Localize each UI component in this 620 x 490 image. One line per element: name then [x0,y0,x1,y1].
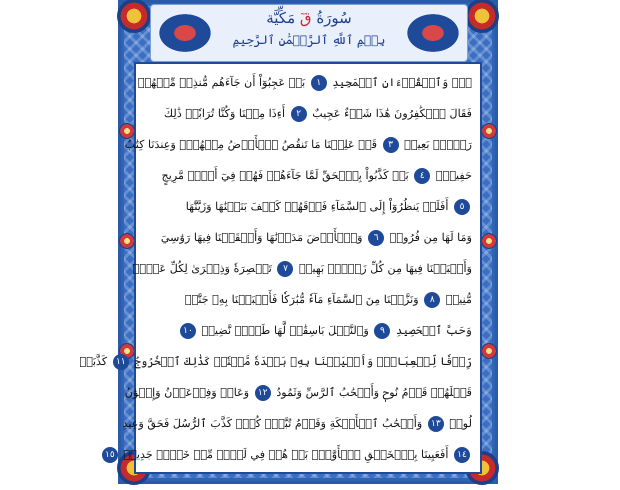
verse-line [144,194,472,220]
ayah-number-marker: ١٣ [428,416,444,432]
verse-line [144,318,472,344]
flower-ornament-icon [119,233,135,249]
verse-text: تَبۡصِرَةٗ وَذِكۡرَىٰ لِكُلِّ عَبۡدٖ [132,262,276,275]
verse-text: قَدۡ عَلِمۡنَا مَا تَنقُصُ ٱلۡأَرۡضُ مِنۡهُمۡۖ وَعِندَنَا كِتَٰبٌ [124,138,381,151]
verse-text: وَنَزَّلۡنَا مِنَ ٱلسَّمَآءِ مَآءٗ مُّبَٰرَكٗا فَأَنۢبَتۡنَا بِهِۦ جَنَّٰتٖ [184,293,423,306]
ayah-number-marker: ١ [311,75,327,91]
verse-text: قٓۚ وَٱلۡقُرۡءَانِ ٱلۡمَجِيدِ [328,76,472,89]
verse-text: حَفِيظُۢ [432,169,472,182]
verse-text: مُّنِيبٖ [442,293,472,306]
ayah-number-marker: ٤ [414,168,430,184]
verse-text: قَبۡلَهُمۡ قَوۡمُ نُوحٖ وَأَصۡحَٰبُ ٱلرَّسِّ وَثَمُودُ [272,386,472,399]
verse-text: وَأَصۡحَٰبُ ٱلۡأَيۡكَةِ وَقَوۡمُ تُبَّعٖۚ كُلّٞ كَذَّبَ ٱلرُّسُلَ فَحَقَّ وَعِيدِ [122,417,426,430]
surah-type: مَكِّيَّة [266,9,296,27]
ayah-number-marker: ١٥ [102,447,118,463]
verse-line [144,287,472,313]
verse-text: أَفَعَيِينَا بِٱلۡخَلۡقِ ٱلۡأَوَّلِۚ بَلۡ هُمۡ فِي لَبۡسٖ مِّنۡ خَلۡقٖ جَدِيدٖ [119,448,452,461]
flower-ornament-icon [481,343,497,359]
verse-text: وَأَنۢبَتۡنَا فِيهَا مِن كُلِّ زَوۡجِۭ بَهِيجٖ [295,262,472,275]
verse-text: بَلۡ عَجِبُوٓاْ أَن جَآءَهُم مُّنذِرٞ مِّنۡهُمۡ [137,76,309,89]
ayah-number-marker: ٩ [374,323,390,339]
surah-header [150,4,468,62]
ayah-number-marker: ٧ [277,261,293,277]
ayah-number-marker: ٣ [383,137,399,153]
verse-text: كَذَّبَتۡ [79,355,111,368]
verse-line [137,70,472,96]
verse-text: فَقَالَ ٱلۡكَٰفِرُونَ هَٰذَا شَيۡءٌ عَجِيبٌ [308,107,472,120]
verse-line [144,163,472,189]
verse-text: لُوطٖ [445,417,472,430]
verse-text: وَحَبَّ ٱلۡحَصِيدِ [392,324,472,337]
flower-ornament-icon [481,233,497,249]
surah-label: سُورَةُ [316,9,352,27]
text-panel [79,62,482,474]
ayah-number-marker: ١٠ [180,323,196,339]
verse-text: رَجۡعُۢ بَعِيدٞ [400,138,472,151]
verse-text: أَفَلَمۡ يَنظُرُوٓاْ إِلَى ٱلسَّمَآءِ فَوۡقَهُمۡ كَيۡفَ بَنَيۡنَٰهَا وَزَيَّنَّٰهَا [185,200,452,213]
verse-line [124,380,472,406]
verse-text: وَٱلۡأَرۡضَ مَدَدۡنَٰهَا وَأَلۡقَيۡنَا فِيهَا رَوَٰسِيَ [160,231,367,244]
verse-text: أَءِذَا مِتۡنَا وَكُنَّا تُرَابٗاۖ ذَٰلِكَ [163,107,289,120]
ayah-number-marker: ١٤ [454,447,470,463]
ayah-number-marker: ٨ [424,292,440,308]
verse-text: وَعَادٞ وَفِرۡعَوۡنُ وَإِخۡوَٰنُ [124,386,253,399]
verse-line [144,225,472,251]
ayah-number-marker: ٥ [454,199,470,215]
verse-text: وَمَا لَهَا مِن فُرُوجٖ [386,231,472,244]
basmala: بِسۡمِ ٱللَّهِ ٱلرَّحۡمَٰنِ ٱلرَّحِيمِ [232,33,386,47]
verse-line [79,349,472,375]
verse-line [144,101,472,127]
verse-line [122,411,472,437]
ayah-number-marker: ٦ [368,230,384,246]
verse-text: وَٱلنَّخۡلَ بَاسِقَٰتٖ لَّهَا طَلۡعٞ نَّضِيدٞ [197,324,373,337]
verse-text: بَلۡ كَذَّبُواْ بِٱلۡحَقِّ لَمَّا جَآءَهُمۡ فَهُمۡ فِيٓ أَمۡرٖ مَّرِيجٍ [161,169,413,182]
verse-line [132,256,472,282]
verse-line [124,132,472,158]
ayah-number-marker: ١١ [113,354,129,370]
corner-ornament-icon [465,0,499,33]
verse-line [105,442,472,468]
flower-ornament-icon [481,123,497,139]
corner-ornament-icon [117,0,151,33]
surah-name: قٓ [299,9,312,27]
verse-text: رِّزۡقٗا لِّلۡعِبَادِۖ وَأَحۡيَيۡنَا بِهِۦ بَلۡدَةٗ مَّيۡتٗاۚ كَذَٰلِكَ ٱلۡخُرُوجُ [130,355,472,368]
surah-title [151,9,467,27]
ayah-number-marker: ٢ [291,106,307,122]
ayah-number-marker: ١٢ [255,385,271,401]
